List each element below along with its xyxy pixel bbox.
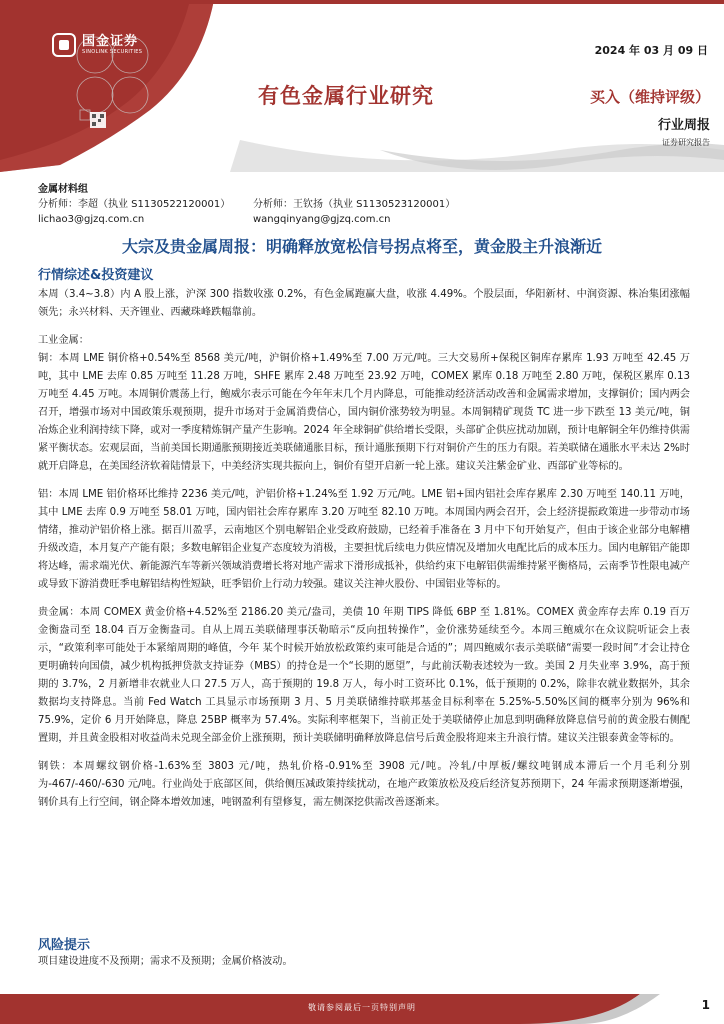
analyst-group: 金属材料组: [38, 184, 88, 195]
report-subtype: 证券研究报告: [662, 138, 710, 147]
report-header: [0, 0, 724, 172]
analyst-2-name: 分析师：王钦扬（执业 S1130523120001）: [253, 199, 456, 210]
page-number: 1: [701, 998, 710, 1012]
rating-badge: 买入（维持评级）: [589, 88, 710, 106]
paragraph-precious-metals: 贵金属：本周 COMEX 黄金价格+4.52%至 2186.20 美元/盎司，美债 10 年期 TIPS 降低 6BP 至 1.81%。COMEX 黄金库存去库 0.19 百万金衡盎司至 18.04 百万金衡盎司。自从上周五美联储理事沃勒暗示“反向扭转操作”，金价涨势延续至今。本周三鲍威尔在众议院听证会上表示，“政策利率可能处于本紧缩周期的峰值，今年 某个时候开始放松政策约束可能是合适的”；周四鲍威尔表示美联储“需要一段时间”才会让持仓更明确转向国债，减少机构抵押贷款支持证券（MBS）的持仓是一个“长期的愿望”，与此前沃勒表述较为一致。美国 2 月失业率 3.9%，高于预期的 3.7%，2 月新增非农就业人口 27.5 万人，高于预期的 19.8 万人，每小时工资环比 0.1%，低于预期的 0.2%，除非农就业数据外，其余数据均支持降息。当前 Fed Watch 工具显示市场预期 3 月、5 月美联储维持联邦基金目标利率在 5.25%-5.50%区间的概率分别为 96%和 75.9%，定价 6 月开始降息，降息 25BP 概率为 57.4%。实际利率框架下，当前正处于美联储停止加息到明确释放降息信号前的黄金股右侧配置期，并且黄金股相对收益尚未兑现全部金价上涨预期，预计美联储明确释放降息信号后黄金股将迎来主升浪行情。建议关注银泰黄金等标的。: [38, 607, 690, 744]
analyst-1-email[interactable]: lichao3@gjzq.com.cn: [38, 214, 145, 225]
analyst-1-name: 分析师：李超（执业 S1130522120001）: [38, 199, 231, 210]
sinolink-logo-icon: [52, 33, 76, 57]
section-title-overview: 行情综述&投资建议: [38, 268, 154, 283]
report-headline: 大宗及贵金属周报：明确释放宽松信号拐点将至，黄金股主升浪渐近: [121, 237, 602, 256]
risk-warning: 项目建设进度不及预期；需求不及预期；金属价格波动。: [38, 956, 293, 967]
logo-english: SINOLINK SECURITIES: [82, 48, 143, 55]
footer-disclaimer-link[interactable]: 敬请参阅最后一页特别声明: [308, 1003, 416, 1012]
report-type: 行业周报: [657, 118, 710, 133]
analyst-block: [38, 182, 698, 227]
report-title: 有色金属行业研究: [258, 84, 434, 108]
report-body: [38, 286, 690, 822]
analyst-2-email[interactable]: wangqinyang@gjzq.com.cn: [253, 214, 391, 225]
brand-logo: [52, 33, 142, 57]
paragraph-steel: 钢铁：本周螺纹钢价格-1.63%至 3803 元/吨，热轧价格-0.91%至 3908 元/吨。冷轧/中厚板/螺纹吨钢成本滞后一个月毛利分别为-467/-460/-630 元/吨。行业尚处于底部区间，供给侧压减政策持续扰动，在地产政策放松及疫后经济复苏预期下，24 年需求预期逐渐增强，钢价具有上行空间，钢企降本增效加速，吨钢盈利有望修复，需左侧深挖供需改善逐渐来。: [38, 761, 690, 808]
report-date: 2024 年 03 月 09 日: [594, 44, 708, 57]
logo-chinese: 国金证券: [82, 33, 139, 49]
section-title-risk: 风险提示: [38, 938, 91, 953]
paragraph-copper: 铜：本周 LME 铜价格+0.54%至 8568 美元/吨，沪铜价格+1.49%至 7.00 万元/吨。三大交易所+保税区铜库存累库 1.93 万吨至 42.45 万吨，其中 LME 去库 0.85 万吨至 11.28 万吨，SHFE 累库 2.48 万吨至 23.92 万吨，COMEX 累库 0.18 万吨至 2.80 万吨，保税区累库 0.13 万吨至 4.45 万吨。本周铜价震荡上行，鲍威尔表示可能在今年年末几个月内降息，可能推动经济活动改善和金属需求增加，支撑铜价；国内两会召开，增强市场对中国政策乐观预期，提升市场对于金属消费信心，国内铜价涨势较为明显。本周铜精矿现货 TC 进一步下跌至 13 美元/吨，铜冶炼企业利润持续下降，或对一季度精炼铜产量产生影响。2024 年全球铜矿供给增长受限，头部矿企供应扰动加剧，预计电解铜全年仍维持供需紧平衡状态。宏观层面，当前美国长期通胀预期接近美联储通胀目标，预计通胀预期下行对铜价产生的压力有限。若美联储在通胀水平未达 2%时就开启降息，在美国经济软着陆情景下，中美经济实现共振向上，铜价有望开启新一轮上涨。建议关注紫金矿业、西部矿业等标的。: [38, 353, 690, 472]
paragraph-industrial-metals-label: 工业金属：: [38, 335, 89, 346]
paragraph-aluminum: 铝：本周 LME 铝价格环比维持 2236 美元/吨，沪铝价格+1.24%至 1.92 万元/吨。LME 铝+国内铝社会库存累库 2.30 万吨至 140.11 万吨，其中 LME 去库 0.9 万吨至 58.01 万吨，国内铝社会库存累库 3.20 万吨至 82.10 万吨。本周国内两会召开，会上经济提振政策进一步带动市场情绪，推动沪铝价格上涨。据百川盈孚，云南地区个别电解铝企业受政府鼓励，已经着手准备在 3 月中下旬开始复产，但由于该企业部分电解槽升级改造，本月复产产能有限；多数电解铝企业复产态度较为消极，主要担忧后续电力供应情况及增加火电配比后的成本压力。国内电解铝产能即将达峰，需求端光伏、新能源汽车等新兴领域消费增长将对地产需求下滑形成抵补，供给约束下电解铝供需维持紧平衡格局，云南季节性限电减产或导致下游消费旺季电解铝结构性短缺，旺季铝价上行动力较强。建议关注神火股份、中国铝业等标的。: [38, 489, 690, 590]
paragraph-market-summary: 本周（3.4~3.8）内 A 股上涨，沪深 300 指数收涨 0.2%，有色金属跑赢大盘，收涨 4.49%。个股层面，华阳新材、中润资源、株冶集团涨幅领先；永兴材料、天齐锂业、西藏珠峰跌幅靠前。: [38, 289, 690, 318]
